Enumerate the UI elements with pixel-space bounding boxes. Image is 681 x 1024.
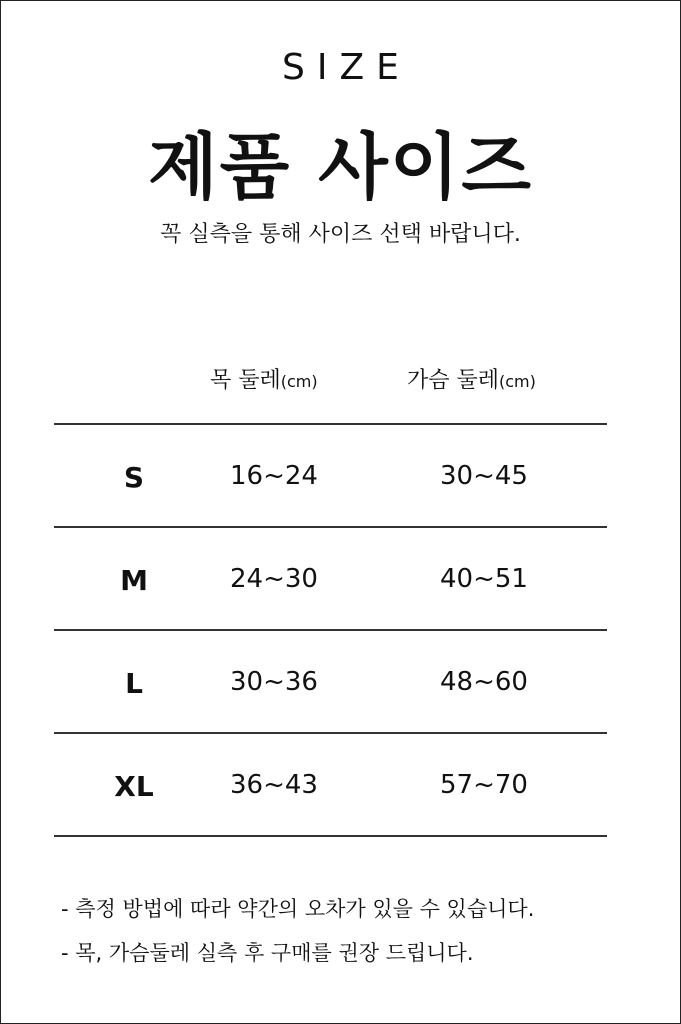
table-row <box>54 425 607 528</box>
chest-value: 57~70 <box>440 770 528 800</box>
column-header-chest <box>407 363 536 394</box>
column-unit-neck: (cm) <box>280 372 318 391</box>
neck-value: 16~24 <box>230 461 318 491</box>
size-label: L <box>125 667 143 700</box>
column-unit-chest: (cm) <box>499 372 536 391</box>
page-title: 제품 사이즈 <box>148 125 533 209</box>
chest-value: 48~60 <box>440 667 528 697</box>
table-body <box>54 423 607 837</box>
neck-value: 36~43 <box>230 770 318 800</box>
note-item: - 목, 가슴둘레 실측 후 구매를 권장 드립니다. <box>61 941 474 965</box>
chest-value: 30~45 <box>440 461 528 491</box>
page-subtitle: 꼭 실측을 통해 사이즈 선택 바랍니다. <box>160 222 521 247</box>
column-header-neck <box>210 363 318 394</box>
column-label-chest: 가슴 둘레 <box>407 368 500 393</box>
column-label-neck: 목 둘레 <box>210 368 281 393</box>
table-header <box>54 363 607 423</box>
table-row <box>54 631 607 734</box>
chest-value: 40~51 <box>440 564 528 594</box>
table-row <box>54 734 607 837</box>
size-table <box>54 363 607 837</box>
table-row <box>54 528 607 631</box>
neck-value: 24~30 <box>230 564 318 594</box>
size-label: S <box>123 461 145 494</box>
neck-value: 30~36 <box>230 667 318 697</box>
size-label: M <box>120 564 148 597</box>
note-item: - 측정 방법에 따라 약간의 오차가 있을 수 있습니다. <box>61 897 535 921</box>
size-eyebrow: SIZE <box>282 47 411 88</box>
notes <box>61 887 534 975</box>
size-label: XL <box>114 770 154 803</box>
